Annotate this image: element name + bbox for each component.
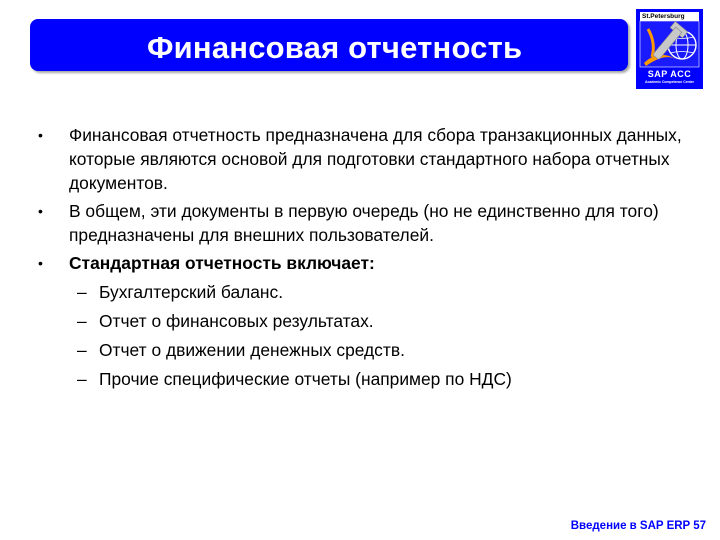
bullet-text: Стандартная отчетность включает: — [69, 253, 375, 273]
sub-bullet-list — [38, 280, 688, 391]
sub-bullet-text: Бухгалтерский баланс. — [99, 282, 284, 302]
sub-bullet-text: Прочие специфические отчеты (например по НДС) — [99, 369, 512, 389]
bullet-dot: • — [38, 127, 43, 143]
bullet-text: Финансовая отчетность предназначена для сбора транзакционных данных, которые являются основой для подготовки стандартного набора отчетных документов. — [69, 125, 682, 193]
sap-acc-logo — [636, 9, 703, 89]
sub-bullet-dash: – — [77, 282, 87, 302]
bullet-text: В общем, эти документы в первую очередь (но не единственно для того) предназначены для внешних пользователей. — [69, 201, 659, 245]
slide-footer: Введение в SAP ERP 57 — [570, 520, 706, 532]
logo-city-label: St.Petersburg — [640, 12, 699, 21]
bullet-dot: • — [38, 203, 43, 219]
logo-brand-text: SAP ACC — [647, 69, 692, 79]
sub-bullet-dash: – — [77, 340, 87, 360]
sub-bullet-text: Отчет о финансовых результатах. — [99, 311, 374, 331]
bullet-item — [38, 123, 688, 195]
slide-content — [38, 123, 688, 391]
sub-bullet-item — [38, 367, 688, 391]
bullet-item — [38, 251, 688, 275]
bullet-item — [38, 199, 688, 247]
sub-bullet-dash: – — [77, 369, 87, 389]
sub-bullet-item — [38, 338, 688, 362]
sub-bullet-item — [38, 309, 688, 333]
bullet-dot: • — [38, 255, 43, 271]
slide-title: Финансовая отчетность — [147, 30, 523, 65]
sub-bullet-text: Отчет о движении денежных средств. — [99, 340, 405, 360]
logo-caption: Academic Competence Center — [645, 80, 694, 84]
sub-bullet-dash: – — [77, 311, 87, 331]
sub-bullet-item — [38, 280, 688, 304]
